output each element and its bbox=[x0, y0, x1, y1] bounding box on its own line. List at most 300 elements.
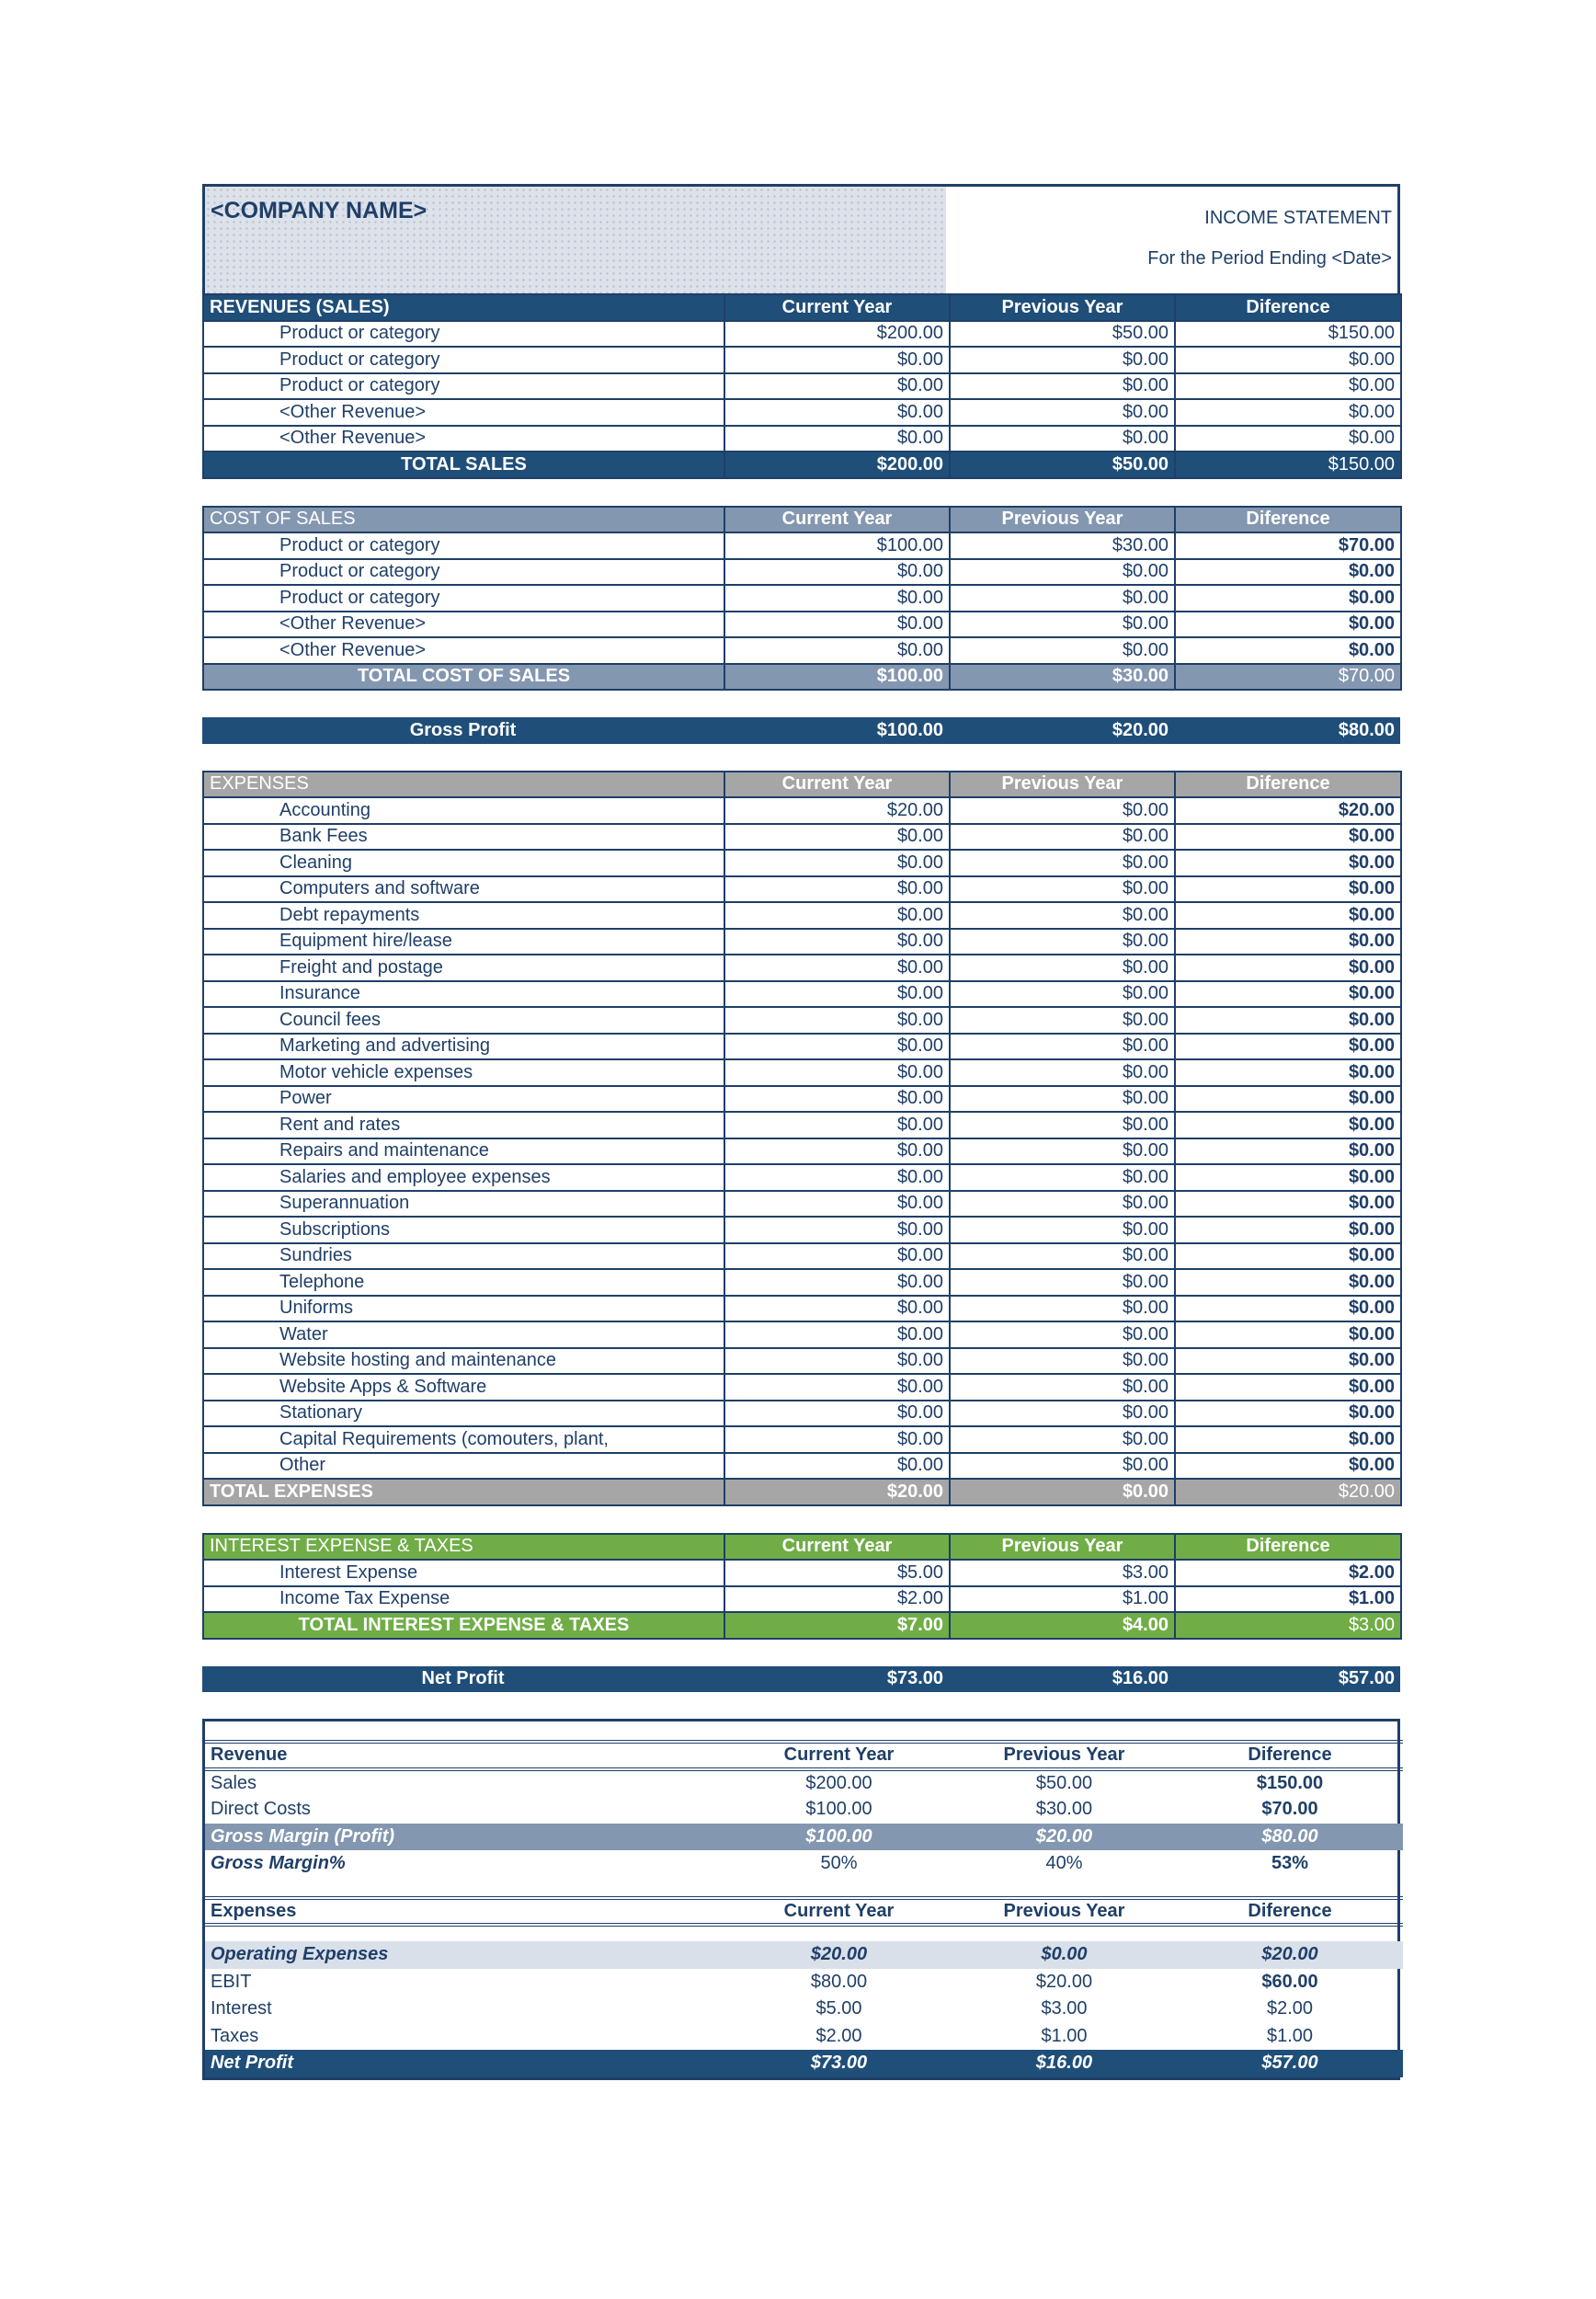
current-year-value[interactable]: $0.00 bbox=[724, 824, 950, 851]
line-item-row bbox=[203, 1243, 1401, 1270]
line-item-label[interactable]: Repairs and maintenance bbox=[203, 1138, 724, 1165]
previous-year-value[interactable]: $3.00 bbox=[950, 1560, 1175, 1586]
current-year-value[interactable]: $0.00 bbox=[724, 347, 950, 373]
gross-profit-previous[interactable]: $20.00 bbox=[949, 717, 1174, 744]
difference-value: $0.00 bbox=[1175, 876, 1401, 903]
summary-label: Direct Costs bbox=[211, 1799, 311, 1820]
summary-current: $20.00 bbox=[726, 1941, 952, 1969]
income-statement bbox=[202, 184, 1400, 2080]
line-item-label[interactable]: Product or category bbox=[203, 373, 724, 400]
line-item-row bbox=[203, 426, 1401, 452]
summary-label: Gross Margin (Profit) bbox=[205, 1824, 726, 1851]
total-current: $200.00 bbox=[724, 452, 950, 478]
summary-difference: $57.00 bbox=[1177, 2050, 1403, 2077]
line-item-label[interactable]: Subscriptions bbox=[203, 1217, 724, 1243]
difference-value: $0.00 bbox=[1175, 1191, 1401, 1218]
summary-label: Operating Expenses bbox=[205, 1941, 726, 1969]
line-item-row bbox=[203, 1059, 1401, 1086]
section-total-label: TOTAL SALES bbox=[203, 452, 724, 478]
col-previous: Previous Year bbox=[952, 1742, 1177, 1769]
line-item-label[interactable]: Insurance bbox=[203, 981, 724, 1008]
summary-previous: $3.00 bbox=[1041, 1998, 1088, 2019]
net-profit-current[interactable]: $73.00 bbox=[724, 1666, 949, 1693]
current-year-value[interactable]: $0.00 bbox=[724, 1374, 950, 1401]
difference-value: $0.00 bbox=[1175, 1348, 1401, 1375]
previous-year-value[interactable]: $0.00 bbox=[950, 1269, 1175, 1296]
difference-value: $20.00 bbox=[1175, 797, 1401, 824]
line-item-label[interactable]: Power bbox=[203, 1086, 724, 1113]
summary-difference: $60.00 bbox=[1261, 1971, 1318, 1992]
current-year-value[interactable]: $0.00 bbox=[724, 426, 950, 452]
section-total-label: TOTAL EXPENSES bbox=[203, 1479, 724, 1505]
current-year-value[interactable]: $0.00 bbox=[724, 981, 950, 1008]
difference-value: $2.00 bbox=[1175, 1560, 1401, 1586]
line-item-row bbox=[203, 1348, 1401, 1375]
summary-difference: $80.00 bbox=[1177, 1824, 1403, 1851]
difference-value: $0.00 bbox=[1175, 1321, 1401, 1348]
difference-value: $0.00 bbox=[1175, 373, 1401, 400]
line-item-label[interactable]: Website hosting and maintenance bbox=[203, 1348, 724, 1375]
line-item-row bbox=[203, 981, 1401, 1008]
current-year-value[interactable]: $0.00 bbox=[724, 1296, 950, 1322]
current-year-value[interactable]: $200.00 bbox=[724, 321, 950, 348]
gross-profit-difference[interactable]: $80.00 bbox=[1174, 717, 1400, 744]
summary-difference: $70.00 bbox=[1261, 1799, 1318, 1820]
previous-year-value[interactable]: $0.00 bbox=[950, 902, 1175, 929]
line-item-label[interactable]: Equipment hire/lease bbox=[203, 929, 724, 955]
line-item-row bbox=[203, 1138, 1401, 1165]
difference-value: $0.00 bbox=[1175, 929, 1401, 955]
line-item-row bbox=[203, 797, 1401, 824]
current-year-value[interactable]: $0.00 bbox=[724, 1217, 950, 1243]
summary-row bbox=[205, 1850, 1403, 1878]
previous-year-value[interactable]: $0.00 bbox=[950, 373, 1175, 400]
revenues-table bbox=[202, 293, 1402, 479]
previous-year-value[interactable]: $0.00 bbox=[950, 1321, 1175, 1348]
total-previous: $50.00 bbox=[950, 452, 1175, 478]
current-year-value[interactable]: $0.00 bbox=[724, 876, 950, 903]
line-item-row bbox=[203, 850, 1401, 876]
difference-value: $0.00 bbox=[1175, 1426, 1401, 1453]
line-item-row bbox=[203, 876, 1401, 903]
gross-profit-table bbox=[202, 717, 1400, 744]
previous-year-value[interactable]: $0.00 bbox=[950, 1296, 1175, 1322]
line-item-row bbox=[203, 1401, 1401, 1427]
line-item-row bbox=[203, 321, 1401, 348]
difference-value: $0.00 bbox=[1175, 1138, 1401, 1165]
summary-previous: $0.00 bbox=[952, 1941, 1177, 1969]
difference-value: $0.00 bbox=[1175, 559, 1401, 586]
line-item-label[interactable]: Cleaning bbox=[203, 850, 724, 876]
previous-year-value[interactable]: $0.00 bbox=[950, 824, 1175, 851]
section-total-row bbox=[203, 452, 1401, 478]
line-item-row bbox=[203, 1453, 1401, 1480]
line-item-label[interactable]: Income Tax Expense bbox=[203, 1586, 724, 1613]
line-item-label[interactable]: Telephone bbox=[203, 1269, 724, 1296]
line-item-row bbox=[203, 637, 1401, 664]
line-item-label[interactable]: <Other Revenue> bbox=[203, 637, 724, 664]
summary-row bbox=[205, 1941, 1403, 1969]
line-item-row bbox=[203, 1321, 1401, 1348]
current-year-value[interactable]: $0.00 bbox=[724, 1401, 950, 1427]
total-previous: $30.00 bbox=[950, 664, 1175, 691]
section-total-label: TOTAL INTEREST EXPENSE & TAXES bbox=[203, 1612, 724, 1639]
line-item-label[interactable]: Accounting bbox=[203, 797, 724, 824]
total-previous: $4.00 bbox=[950, 1612, 1175, 1639]
difference-value: $0.00 bbox=[1175, 1217, 1401, 1243]
cost-of-sales-table bbox=[202, 506, 1402, 692]
total-current: $7.00 bbox=[724, 1612, 950, 1639]
summary-revenue-title: Revenue bbox=[205, 1742, 726, 1769]
difference-value: $0.00 bbox=[1175, 981, 1401, 1008]
current-year-value[interactable]: $0.00 bbox=[724, 637, 950, 664]
current-year-value[interactable]: $0.00 bbox=[724, 1243, 950, 1270]
section-total-row bbox=[203, 1479, 1401, 1505]
line-item-row bbox=[203, 1269, 1401, 1296]
gross-profit-label: Gross Profit bbox=[202, 717, 724, 744]
gross-profit-current[interactable]: $100.00 bbox=[724, 717, 949, 744]
line-item-label[interactable]: Product or category bbox=[203, 321, 724, 348]
statement-header bbox=[202, 184, 1400, 293]
summary-label: Gross Margin% bbox=[211, 1853, 346, 1874]
line-item-row bbox=[203, 1034, 1401, 1060]
line-item-label[interactable]: Product or category bbox=[203, 559, 724, 586]
current-year-value[interactable]: $100.00 bbox=[724, 532, 950, 559]
line-item-row bbox=[203, 559, 1401, 586]
col-difference: Diference bbox=[1175, 1534, 1401, 1561]
previous-year-value[interactable]: $0.00 bbox=[950, 1426, 1175, 1453]
line-item-row bbox=[203, 1296, 1401, 1322]
previous-year-value[interactable]: $0.00 bbox=[950, 850, 1175, 876]
line-item-label[interactable]: Water bbox=[203, 1321, 724, 1348]
line-item-row bbox=[203, 1086, 1401, 1113]
section-total-row bbox=[203, 1612, 1401, 1639]
summary-table bbox=[205, 1721, 1403, 2077]
current-year-value[interactable]: $5.00 bbox=[724, 1560, 950, 1586]
current-year-value[interactable]: $0.00 bbox=[724, 1086, 950, 1113]
line-item-label[interactable]: Council fees bbox=[203, 1007, 724, 1034]
previous-year-value[interactable]: $0.00 bbox=[950, 1374, 1175, 1401]
current-year-value[interactable]: $0.00 bbox=[724, 1453, 950, 1480]
current-year-value[interactable]: $0.00 bbox=[724, 1269, 950, 1296]
line-item-label[interactable]: Bank Fees bbox=[203, 824, 724, 851]
summary-expenses-header bbox=[205, 1898, 1403, 1926]
summary-label: Net Profit bbox=[205, 2050, 726, 2077]
previous-year-value[interactable]: $0.00 bbox=[950, 1453, 1175, 1480]
current-year-value[interactable]: $0.00 bbox=[724, 1007, 950, 1034]
summary-row bbox=[205, 1824, 1403, 1851]
previous-year-value[interactable]: $0.00 bbox=[950, 1112, 1175, 1138]
current-year-value[interactable]: $0.00 bbox=[724, 1426, 950, 1453]
statement-period[interactable]: For the Period Ending <Date> bbox=[1147, 248, 1392, 269]
col-difference: Diference bbox=[1175, 772, 1401, 798]
difference-value: $0.00 bbox=[1175, 1401, 1401, 1427]
line-item-label[interactable]: Product or category bbox=[203, 585, 724, 612]
line-item-label[interactable]: <Other Revenue> bbox=[203, 399, 724, 426]
current-year-value[interactable]: $0.00 bbox=[724, 1321, 950, 1348]
summary-current: $100.00 bbox=[805, 1799, 872, 1820]
difference-value: $0.00 bbox=[1175, 1243, 1401, 1270]
net-profit-row bbox=[202, 1666, 1400, 1693]
line-item-row bbox=[203, 585, 1401, 612]
net-profit-table bbox=[202, 1666, 1400, 1693]
previous-year-value[interactable]: $0.00 bbox=[950, 929, 1175, 955]
previous-year-value[interactable]: $0.00 bbox=[950, 1007, 1175, 1034]
difference-value: $0.00 bbox=[1175, 1453, 1401, 1480]
statement-title: INCOME STATEMENT bbox=[1204, 208, 1392, 228]
summary-current: $80.00 bbox=[810, 1971, 868, 1992]
line-item-label[interactable]: Capital Requirements (comouters, plant, bbox=[203, 1426, 724, 1453]
gross-profit-row bbox=[202, 717, 1400, 744]
line-item-row bbox=[203, 1560, 1401, 1586]
difference-value: $0.00 bbox=[1175, 1269, 1401, 1296]
line-item-label[interactable]: Uniforms bbox=[203, 1296, 724, 1322]
summary-label: Sales bbox=[211, 1772, 257, 1793]
net-profit-label: Net Profit bbox=[202, 1666, 724, 1693]
section-total-label: TOTAL COST OF SALES bbox=[203, 664, 724, 691]
total-difference: $70.00 bbox=[1175, 664, 1401, 691]
line-item-row bbox=[203, 902, 1401, 929]
line-item-label[interactable]: Computers and software bbox=[203, 876, 724, 903]
line-item-label[interactable]: Stationary bbox=[203, 1401, 724, 1427]
previous-year-value[interactable]: $0.00 bbox=[950, 1243, 1175, 1270]
summary-current: $5.00 bbox=[815, 1998, 862, 2019]
current-year-value[interactable]: $0.00 bbox=[724, 612, 950, 638]
difference-value: $0.00 bbox=[1175, 426, 1401, 452]
total-previous: $0.00 bbox=[950, 1479, 1175, 1505]
col-previous: Previous Year bbox=[950, 772, 1175, 798]
current-year-value[interactable]: $0.00 bbox=[724, 1348, 950, 1375]
line-item-row bbox=[203, 1007, 1401, 1034]
net-profit-difference[interactable]: $57.00 bbox=[1174, 1666, 1400, 1693]
line-item-row bbox=[203, 1586, 1401, 1613]
current-year-value[interactable]: $0.00 bbox=[724, 1138, 950, 1165]
current-year-value[interactable]: $0.00 bbox=[724, 585, 950, 612]
line-item-row bbox=[203, 612, 1401, 638]
current-year-value[interactable]: $0.00 bbox=[724, 929, 950, 955]
current-year-value[interactable]: $0.00 bbox=[724, 1164, 950, 1191]
previous-year-value[interactable]: $0.00 bbox=[950, 559, 1175, 586]
summary-row bbox=[205, 1796, 1403, 1824]
difference-value: $70.00 bbox=[1175, 532, 1401, 559]
total-difference: $3.00 bbox=[1175, 1612, 1401, 1639]
previous-year-value[interactable]: $0.00 bbox=[950, 981, 1175, 1008]
current-year-value[interactable]: $0.00 bbox=[724, 559, 950, 586]
difference-value: $0.00 bbox=[1175, 1374, 1401, 1401]
line-item-row bbox=[203, 1164, 1401, 1191]
current-year-value[interactable]: $0.00 bbox=[724, 902, 950, 929]
summary-current: $200.00 bbox=[805, 1772, 872, 1793]
summary-label: EBIT bbox=[211, 1971, 252, 1992]
current-year-value[interactable]: $2.00 bbox=[724, 1586, 950, 1613]
col-previous: Previous Year bbox=[950, 507, 1175, 533]
difference-value: $0.00 bbox=[1175, 902, 1401, 929]
difference-value: $0.00 bbox=[1175, 850, 1401, 876]
line-item-row bbox=[203, 347, 1401, 373]
line-item-label[interactable]: Website Apps & Software bbox=[203, 1374, 724, 1401]
line-item-label[interactable]: Interest Expense bbox=[203, 1560, 724, 1586]
current-year-value[interactable]: $0.00 bbox=[724, 373, 950, 400]
net-profit-previous[interactable]: $16.00 bbox=[949, 1666, 1174, 1693]
col-previous: Previous Year bbox=[950, 294, 1175, 321]
line-item-label[interactable]: Debt repayments bbox=[203, 902, 724, 929]
current-year-value[interactable]: $0.00 bbox=[724, 1059, 950, 1086]
current-year-value[interactable]: $0.00 bbox=[724, 399, 950, 426]
summary-current: 50% bbox=[820, 1853, 858, 1874]
summary-previous: $20.00 bbox=[1035, 1971, 1093, 1992]
summary-row bbox=[205, 1996, 1403, 2023]
summary-previous: $20.00 bbox=[952, 1824, 1177, 1851]
previous-year-value[interactable]: $0.00 bbox=[950, 1034, 1175, 1060]
line-item-label[interactable]: Product or category bbox=[203, 532, 724, 559]
previous-year-value[interactable]: $0.00 bbox=[950, 1059, 1175, 1086]
difference-value: $0.00 bbox=[1175, 1034, 1401, 1060]
current-year-value[interactable]: $0.00 bbox=[724, 850, 950, 876]
col-difference: Diference bbox=[1175, 294, 1401, 321]
summary-previous: $1.00 bbox=[1041, 2025, 1088, 2046]
line-item-row bbox=[203, 929, 1401, 955]
line-item-row bbox=[203, 1374, 1401, 1401]
interest-taxes-table bbox=[202, 1533, 1402, 1640]
current-year-value[interactable]: $0.00 bbox=[724, 1034, 950, 1060]
summary-row bbox=[205, 1969, 1403, 1996]
previous-year-value[interactable]: $0.00 bbox=[950, 1191, 1175, 1218]
line-item-label[interactable]: Marketing and advertising bbox=[203, 1034, 724, 1060]
previous-year-value[interactable]: $0.00 bbox=[950, 1401, 1175, 1427]
current-year-value[interactable]: $20.00 bbox=[724, 797, 950, 824]
col-previous: Previous Year bbox=[950, 1534, 1175, 1561]
summary-current: $2.00 bbox=[815, 2025, 862, 2046]
line-item-label[interactable]: Rent and rates bbox=[203, 1112, 724, 1138]
section-title: REVENUES (SALES) bbox=[203, 294, 724, 321]
section-header-row bbox=[203, 772, 1401, 798]
difference-value: $0.00 bbox=[1175, 1164, 1401, 1191]
difference-value: $150.00 bbox=[1175, 321, 1401, 348]
line-item-row bbox=[203, 955, 1401, 981]
line-item-row bbox=[203, 1112, 1401, 1138]
summary-current: $73.00 bbox=[726, 2050, 952, 2077]
section-header-row bbox=[203, 1534, 1401, 1561]
line-item-label[interactable]: Freight and postage bbox=[203, 955, 724, 981]
difference-value: $0.00 bbox=[1175, 612, 1401, 638]
previous-year-value[interactable]: $0.00 bbox=[950, 612, 1175, 638]
previous-year-value[interactable]: $0.00 bbox=[950, 1086, 1175, 1113]
difference-value: $0.00 bbox=[1175, 1296, 1401, 1322]
previous-year-value[interactable]: $0.00 bbox=[950, 399, 1175, 426]
difference-value: $0.00 bbox=[1175, 1086, 1401, 1113]
difference-value: $1.00 bbox=[1175, 1586, 1401, 1613]
summary-difference: 53% bbox=[1271, 1853, 1309, 1874]
difference-value: $0.00 bbox=[1175, 637, 1401, 664]
current-year-value[interactable]: $0.00 bbox=[724, 955, 950, 981]
previous-year-value[interactable]: $0.00 bbox=[950, 637, 1175, 664]
col-current: Current Year bbox=[724, 294, 950, 321]
previous-year-value[interactable]: $0.00 bbox=[950, 347, 1175, 373]
line-item-row bbox=[203, 373, 1401, 400]
summary-difference: $20.00 bbox=[1177, 1941, 1403, 1969]
previous-year-value[interactable]: $0.00 bbox=[950, 426, 1175, 452]
line-item-label[interactable]: Product or category bbox=[203, 347, 724, 373]
summary-difference: $1.00 bbox=[1266, 2025, 1314, 2046]
line-item-label[interactable]: <Other Revenue> bbox=[203, 426, 724, 452]
summary-row bbox=[205, 2050, 1403, 2077]
previous-year-value[interactable]: $1.00 bbox=[950, 1586, 1175, 1613]
line-item-row bbox=[203, 1191, 1401, 1218]
col-current: Current Year bbox=[726, 1898, 952, 1926]
difference-value: $0.00 bbox=[1175, 585, 1401, 612]
line-item-label[interactable]: Motor vehicle expenses bbox=[203, 1059, 724, 1086]
section-total-row bbox=[203, 664, 1401, 691]
total-current: $20.00 bbox=[724, 1479, 950, 1505]
summary-current: $100.00 bbox=[726, 1824, 952, 1851]
col-difference: Diference bbox=[1175, 507, 1401, 533]
previous-year-value[interactable]: $0.00 bbox=[950, 1138, 1175, 1165]
summary-expenses-title: Expenses bbox=[205, 1898, 726, 1926]
previous-year-value[interactable]: $0.00 bbox=[950, 1348, 1175, 1375]
col-current: Current Year bbox=[724, 1534, 950, 1561]
summary-revenue-header bbox=[205, 1742, 1403, 1769]
difference-value: $0.00 bbox=[1175, 1059, 1401, 1086]
difference-value: $0.00 bbox=[1175, 1007, 1401, 1034]
section-title: EXPENSES bbox=[203, 772, 724, 798]
previous-year-value[interactable]: $0.00 bbox=[950, 876, 1175, 903]
previous-year-value[interactable]: $0.00 bbox=[950, 955, 1175, 981]
line-item-label[interactable]: Sundries bbox=[203, 1243, 724, 1270]
col-current: Current Year bbox=[724, 507, 950, 533]
line-item-label[interactable]: <Other Revenue> bbox=[203, 612, 724, 638]
company-name[interactable]: <COMPANY NAME> bbox=[205, 187, 946, 293]
section-header-row bbox=[203, 294, 1401, 321]
summary-difference: $2.00 bbox=[1266, 1998, 1314, 2019]
previous-year-value[interactable]: $0.00 bbox=[950, 585, 1175, 612]
total-current: $100.00 bbox=[724, 664, 950, 691]
previous-year-value[interactable]: $0.00 bbox=[950, 797, 1175, 824]
col-previous: Previous Year bbox=[952, 1898, 1177, 1926]
difference-value: $0.00 bbox=[1175, 347, 1401, 373]
line-item-row bbox=[203, 824, 1401, 851]
line-item-label[interactable]: Other bbox=[203, 1453, 724, 1480]
section-title: INTEREST EXPENSE & TAXES bbox=[203, 1534, 724, 1561]
line-item-label[interactable]: Salaries and employee expenses bbox=[203, 1164, 724, 1191]
line-item-row bbox=[203, 1217, 1401, 1243]
summary-previous: $16.00 bbox=[952, 2050, 1177, 2077]
summary-row bbox=[205, 2023, 1403, 2051]
line-item-label[interactable]: Superannuation bbox=[203, 1191, 724, 1218]
col-difference: Diference bbox=[1177, 1898, 1403, 1926]
summary-previous: $50.00 bbox=[1035, 1772, 1093, 1793]
line-item-row bbox=[203, 399, 1401, 426]
summary-label: Interest bbox=[211, 1998, 272, 2019]
summary-previous: 40% bbox=[1045, 1853, 1083, 1874]
summary-row bbox=[205, 1769, 1403, 1797]
previous-year-value[interactable]: $0.00 bbox=[950, 1217, 1175, 1243]
summary-previous: $30.00 bbox=[1035, 1799, 1093, 1820]
summary-difference: $150.00 bbox=[1256, 1772, 1324, 1793]
previous-year-value[interactable]: $50.00 bbox=[950, 321, 1175, 348]
expenses-table bbox=[202, 771, 1402, 1506]
difference-value: $0.00 bbox=[1175, 955, 1401, 981]
current-year-value[interactable]: $0.00 bbox=[724, 1112, 950, 1138]
summary-box bbox=[202, 1719, 1400, 2080]
previous-year-value[interactable]: $0.00 bbox=[950, 1164, 1175, 1191]
difference-value: $0.00 bbox=[1175, 824, 1401, 851]
col-difference: Diference bbox=[1177, 1742, 1403, 1769]
line-item-row bbox=[203, 532, 1401, 559]
previous-year-value[interactable]: $30.00 bbox=[950, 532, 1175, 559]
current-year-value[interactable]: $0.00 bbox=[724, 1191, 950, 1218]
total-difference: $150.00 bbox=[1175, 452, 1401, 478]
col-current: Current Year bbox=[724, 772, 950, 798]
